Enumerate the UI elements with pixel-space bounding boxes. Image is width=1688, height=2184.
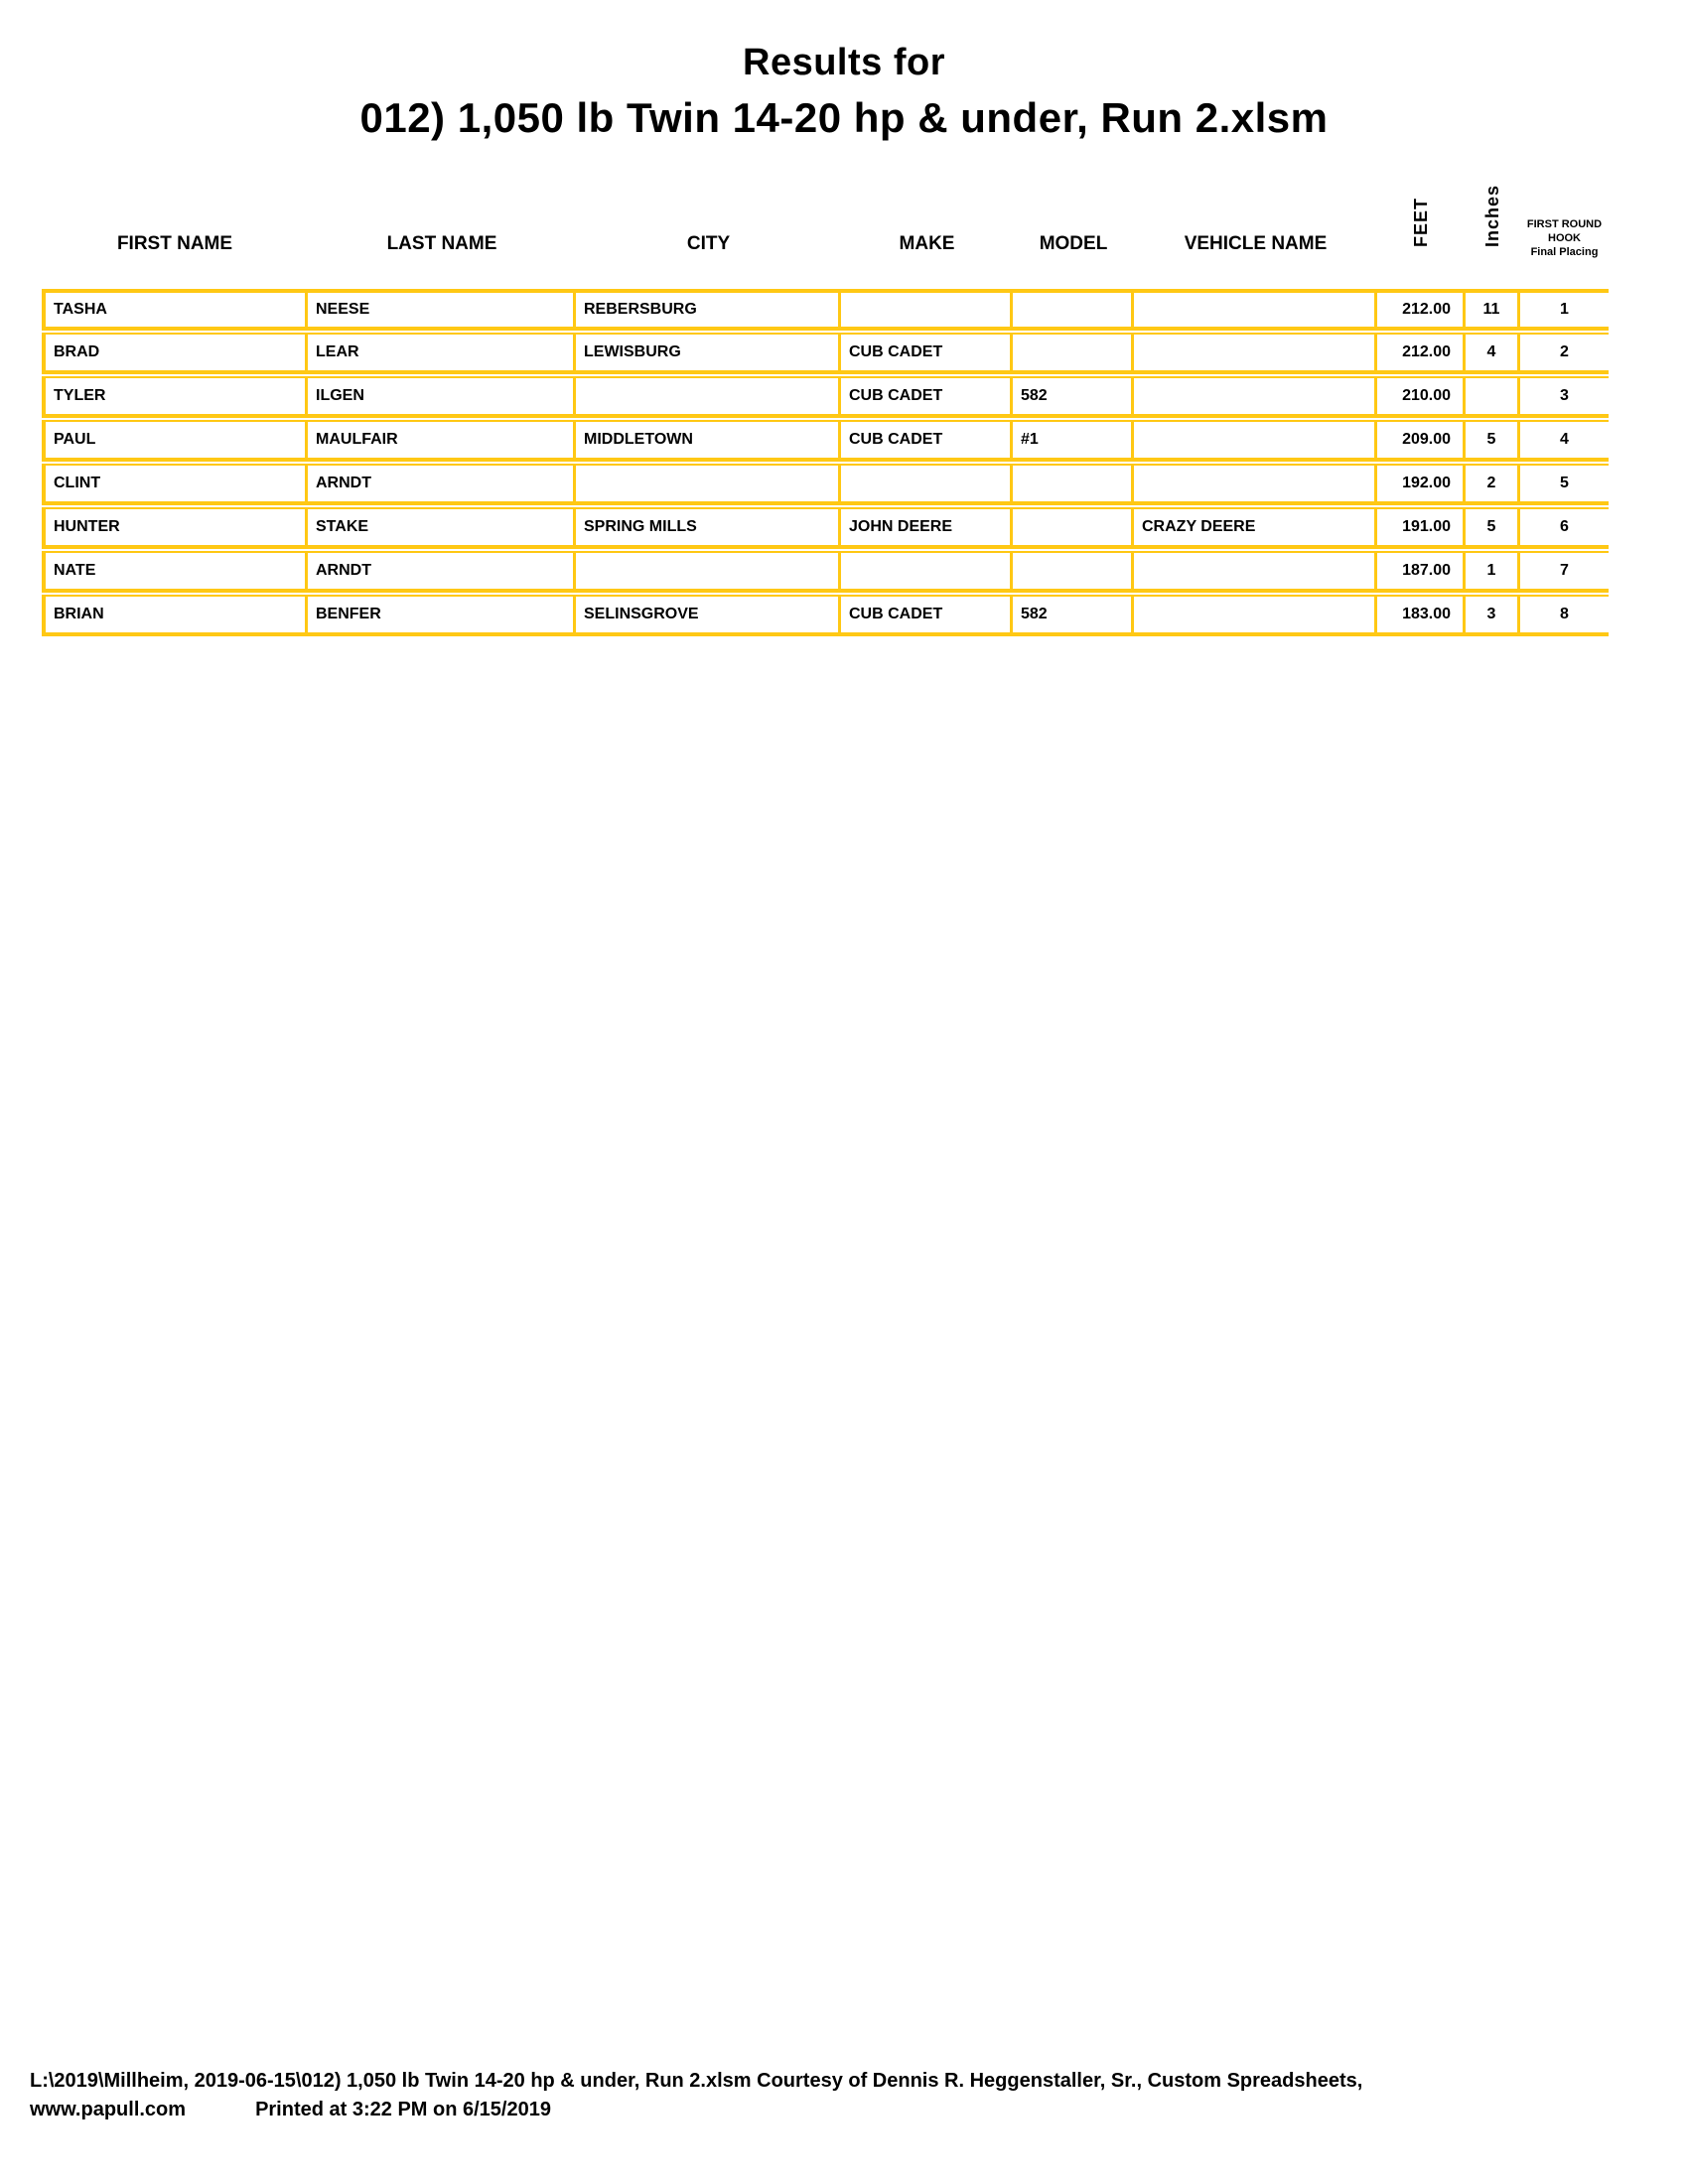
- cell-make: [841, 464, 1013, 505]
- cell-model: [1013, 551, 1134, 593]
- cell-make: CUB CADET: [841, 376, 1013, 418]
- table-row: [42, 420, 1609, 462]
- cell-model: [1013, 507, 1134, 549]
- cell-vehicle: [1134, 595, 1377, 636]
- cell-first: BRAD: [42, 333, 308, 374]
- cell-last: MAULFAIR: [308, 420, 576, 462]
- cell-model: #1: [1013, 420, 1134, 462]
- cell-last: ILGEN: [308, 376, 576, 418]
- cell-make: [841, 551, 1013, 593]
- col-header-feet: [1377, 146, 1466, 287]
- cell-last: NEESE: [308, 289, 576, 331]
- table-row: [42, 333, 1609, 374]
- hook-header-line2: HOOK: [1548, 232, 1581, 244]
- cell-last: ARNDT: [308, 464, 576, 505]
- cell-vehicle: [1134, 551, 1377, 593]
- cell-vehicle: [1134, 464, 1377, 505]
- cell-make: CUB CADET: [841, 333, 1013, 374]
- cell-inches: [1466, 376, 1520, 418]
- cell-city: [576, 551, 841, 593]
- cell-feet: 209.00: [1377, 420, 1466, 462]
- cell-first: NATE: [42, 551, 308, 593]
- results-table: [42, 144, 1609, 638]
- cell-inches: 5: [1466, 420, 1520, 462]
- cell-feet: 210.00: [1377, 376, 1466, 418]
- cell-last: ARNDT: [308, 551, 576, 593]
- cell-model: 582: [1013, 595, 1134, 636]
- cell-first: HUNTER: [42, 507, 308, 549]
- footer-printed-timestamp: Printed at 3:22 PM on 6/15/2019: [255, 2099, 551, 2120]
- cell-vehicle: [1134, 333, 1377, 374]
- cell-last: BENFER: [308, 595, 576, 636]
- cell-inches: 1: [1466, 551, 1520, 593]
- cell-placing: 5: [1520, 464, 1609, 505]
- cell-city: REBERSBURG: [576, 289, 841, 331]
- page-subtitle-filename: 012) 1,050 lb Twin 14-20 hp & under, Run 2.xlsm: [359, 94, 1329, 141]
- col-header-inches: [1466, 146, 1520, 287]
- cell-placing: 2: [1520, 333, 1609, 374]
- header-row: [42, 146, 1609, 287]
- cell-last: STAKE: [308, 507, 576, 549]
- footer-website: www.papull.com: [30, 2099, 187, 2120]
- hook-header-line3: Final Placing: [1530, 246, 1599, 258]
- cell-city: [576, 464, 841, 505]
- table-row: [42, 376, 1609, 418]
- cell-vehicle: [1134, 289, 1377, 331]
- col-header-city: CITY: [686, 233, 731, 254]
- col-header-vehicle-name: VEHICLE NAME: [1184, 233, 1328, 254]
- cell-city: [576, 376, 841, 418]
- table-row: [42, 551, 1609, 593]
- cell-inches: 3: [1466, 595, 1520, 636]
- cell-city: MIDDLETOWN: [576, 420, 841, 462]
- title-block: [0, 42, 1688, 142]
- cell-first: BRIAN: [42, 595, 308, 636]
- footer-file-path: L:\2019\Millheim, 2019-06-15\012) 1,050 lb Twin 14-20 hp & under, Run 2.xlsm Courtesy of Dennis R. Heggenstaller, Sr., Custom Spreadsheets,: [30, 2070, 1363, 2092]
- cell-placing: 6: [1520, 507, 1609, 549]
- cell-first: TYLER: [42, 376, 308, 418]
- cell-vehicle: [1134, 376, 1377, 418]
- footer: [30, 2067, 1362, 2123]
- cell-placing: 4: [1520, 420, 1609, 462]
- cell-placing: 3: [1520, 376, 1609, 418]
- cell-city: SPRING MILLS: [576, 507, 841, 549]
- cell-vehicle: CRAZY DEERE: [1134, 507, 1377, 549]
- cell-inches: 5: [1466, 507, 1520, 549]
- cell-make: CUB CADET: [841, 595, 1013, 636]
- cell-make: [841, 289, 1013, 331]
- hook-header-line1: FIRST ROUND: [1526, 218, 1603, 230]
- cell-feet: 183.00: [1377, 595, 1466, 636]
- cell-model: [1013, 333, 1134, 374]
- cell-inches: 2: [1466, 464, 1520, 505]
- inches-rotated-label: Inches: [1482, 184, 1502, 247]
- col-header-model: MODEL: [1039, 233, 1108, 254]
- cell-inches: 11: [1466, 289, 1520, 331]
- cell-feet: 191.00: [1377, 507, 1466, 549]
- cell-inches: 4: [1466, 333, 1520, 374]
- col-header-last-name: LAST NAME: [386, 233, 497, 254]
- cell-placing: 7: [1520, 551, 1609, 593]
- cell-model: 582: [1013, 376, 1134, 418]
- cell-model: [1013, 464, 1134, 505]
- cell-placing: 1: [1520, 289, 1609, 331]
- table-row: [42, 464, 1609, 505]
- cell-feet: 212.00: [1377, 333, 1466, 374]
- cell-make: JOHN DEERE: [841, 507, 1013, 549]
- cell-first: PAUL: [42, 420, 308, 462]
- feet-rotated-label: FEET: [1411, 197, 1431, 247]
- cell-city: SELINSGROVE: [576, 595, 841, 636]
- footer-line2: [30, 2096, 1362, 2123]
- cell-placing: 8: [1520, 595, 1609, 636]
- cell-vehicle: [1134, 420, 1377, 462]
- cell-feet: 187.00: [1377, 551, 1466, 593]
- cell-feet: 192.00: [1377, 464, 1466, 505]
- cell-make: CUB CADET: [841, 420, 1013, 462]
- cell-first: TASHA: [42, 289, 308, 331]
- cell-feet: 212.00: [1377, 289, 1466, 331]
- col-header-first-name: FIRST NAME: [116, 233, 233, 254]
- table-row: [42, 595, 1609, 636]
- table-row: [42, 289, 1609, 331]
- col-header-first-round-hook: [1520, 146, 1609, 287]
- cell-last: LEAR: [308, 333, 576, 374]
- page-title: Results for: [743, 42, 945, 83]
- cell-model: [1013, 289, 1134, 331]
- cell-city: LEWISBURG: [576, 333, 841, 374]
- col-header-make: MAKE: [899, 233, 955, 254]
- results-rows: [42, 289, 1609, 636]
- cell-first: CLINT: [42, 464, 308, 505]
- table-row: [42, 507, 1609, 549]
